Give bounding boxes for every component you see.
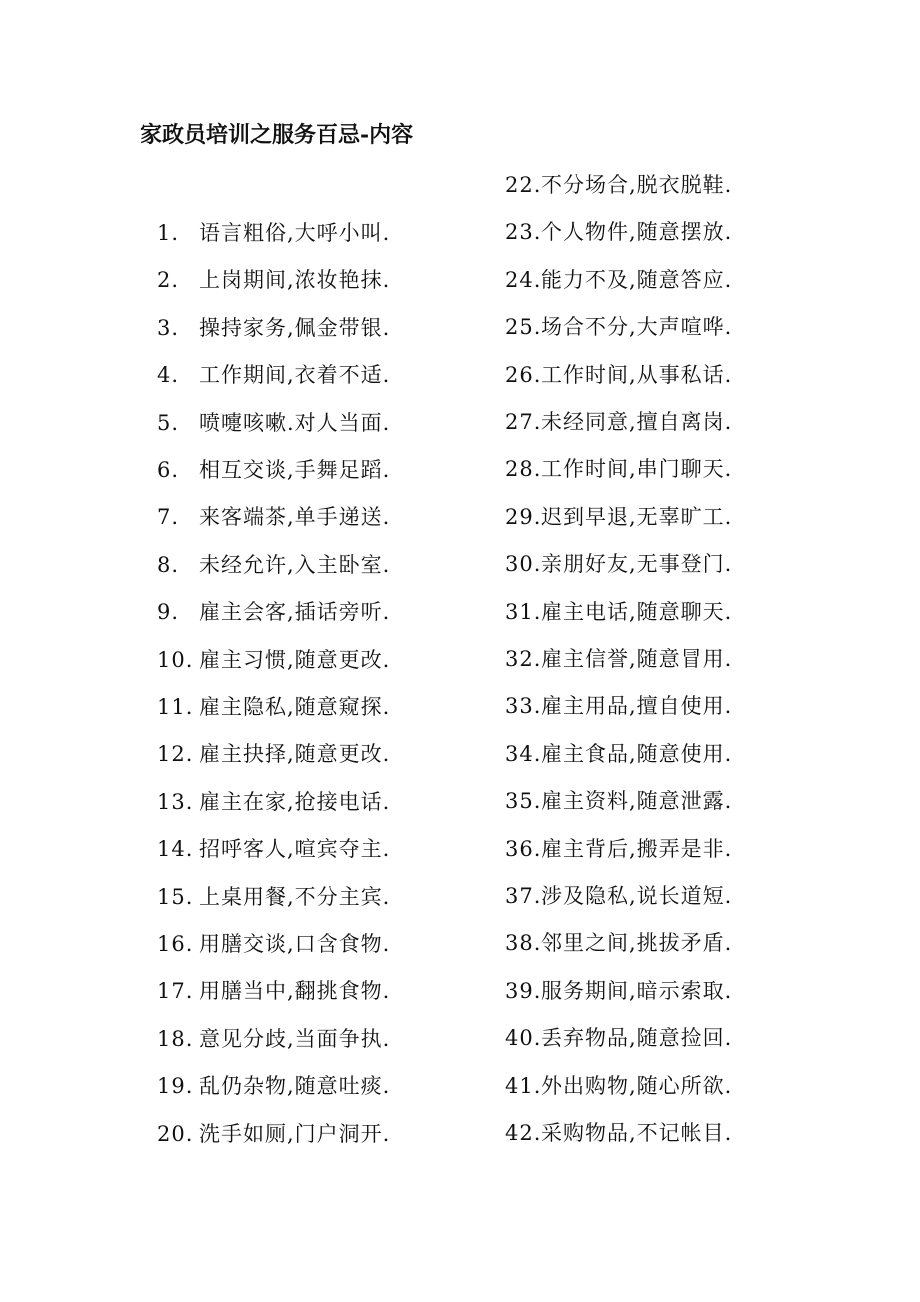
page-title: 家政员培训之服务百忌-内容 — [140, 122, 414, 148]
list-item — [505, 929, 732, 957]
item-text: 雇主电话,随意聊天. — [541, 599, 733, 624]
item-text: 用膳当中,翻挑食物. — [199, 979, 391, 1004]
list-item — [157, 361, 390, 389]
item-number: 1. — [157, 221, 180, 245]
item-text: 喷嚏咳嗽.对人当面. — [199, 410, 391, 435]
list-item — [505, 408, 732, 436]
item-text: 工作时间,从事私话. — [541, 362, 733, 387]
item-text: 相互交谈,手舞足蹈. — [199, 458, 391, 482]
item-number: 40. — [505, 1026, 542, 1051]
item-number: 25. — [505, 315, 542, 340]
list-item — [157, 266, 390, 294]
item-number: 35. — [505, 789, 542, 814]
list-item — [157, 219, 390, 247]
item-number: 41. — [505, 1073, 542, 1098]
list-item — [505, 550, 732, 578]
list-item — [157, 314, 390, 342]
item-number: 5. — [157, 410, 180, 435]
list-item — [157, 930, 390, 958]
list-item — [505, 645, 732, 673]
item-text: 采购物品,不记帐目. — [541, 1121, 733, 1145]
item-number: 14. — [157, 837, 194, 862]
item-text: 能力不及,随意答应. — [541, 267, 733, 292]
list-item — [157, 646, 390, 674]
item-number: 20. — [157, 1121, 194, 1146]
list-item — [505, 266, 732, 294]
item-text: 上岗期间,浓妆艳抹. — [199, 268, 391, 293]
item-text: 个人物件,随意摆放. — [541, 220, 733, 245]
list-item — [505, 455, 732, 483]
list-item — [157, 1120, 390, 1148]
item-text: 雇主信誉,随意冒用. — [541, 647, 733, 671]
item-number: 17. — [157, 979, 194, 1004]
list-item — [505, 503, 732, 531]
list-item — [505, 740, 732, 768]
item-number: 11. — [157, 695, 194, 719]
item-text: 迟到早退,无辜旷工. — [541, 504, 733, 529]
item-number: 23. — [505, 220, 542, 245]
item-number: 4. — [157, 363, 180, 388]
list-item — [505, 361, 732, 389]
list-item — [505, 835, 732, 863]
item-number: 27. — [505, 410, 542, 434]
item-text: 外出购物,随心所欲. — [541, 1073, 733, 1098]
list-item — [505, 598, 732, 626]
item-text: 雇主习惯,随意更改. — [199, 647, 391, 672]
list-item — [505, 218, 732, 246]
item-text: 工作时间,串门聊天. — [541, 457, 733, 482]
item-text: 雇主抉择,随意更改. — [199, 742, 391, 767]
item-text: 涉及隐私,说长道短. — [541, 884, 733, 908]
list-item — [505, 1072, 732, 1100]
item-text: 意见分歧,当面争执. — [199, 1026, 391, 1051]
item-number: 42. — [505, 1121, 542, 1145]
item-number: 24. — [505, 267, 542, 292]
list-item — [505, 171, 732, 199]
item-text: 乱仍杂物,随意吐痰. — [199, 1074, 391, 1099]
item-text: 雇主背后,搬弄是非. — [541, 836, 733, 861]
list-item — [505, 1119, 732, 1147]
item-number: 37. — [505, 884, 542, 908]
list-item — [157, 740, 390, 768]
item-number: 30. — [505, 552, 542, 577]
item-text: 招呼客人,喧宾夺主. — [199, 837, 391, 862]
item-number: 29. — [505, 504, 542, 529]
list-item — [157, 551, 390, 579]
list-item — [505, 692, 732, 720]
item-text: 服务期间,暗示索取. — [541, 978, 733, 1003]
item-text: 未经允许,入主卧室. — [199, 552, 391, 577]
item-number: 33. — [505, 694, 542, 719]
item-number: 15. — [157, 884, 194, 909]
item-text: 邻里之间,挑拔矛盾. — [541, 931, 733, 956]
list-item — [505, 313, 732, 341]
item-number: 22. — [505, 173, 542, 197]
item-text: 雇主在家,抢接电话. — [199, 789, 391, 814]
list-item — [157, 409, 390, 437]
list-item — [157, 883, 390, 911]
list-item — [505, 1024, 732, 1052]
list-item — [505, 882, 732, 910]
item-number: 36. — [505, 836, 542, 861]
item-number: 34. — [505, 741, 542, 766]
item-number: 19. — [157, 1074, 194, 1099]
item-number: 31. — [505, 599, 542, 624]
item-number: 32. — [505, 647, 542, 671]
item-number: 26. — [505, 362, 542, 387]
list-item — [157, 456, 390, 484]
item-text: 雇主会客,插话旁听. — [199, 600, 391, 625]
item-text: 操持家务,佩金带银. — [199, 315, 391, 340]
item-number: 7. — [157, 505, 180, 530]
list-item — [157, 598, 390, 626]
item-number: 38. — [505, 931, 542, 956]
item-number: 10. — [157, 647, 194, 672]
item-text: 雇主用品,擅自使用. — [541, 694, 733, 719]
item-number: 9. — [157, 600, 180, 625]
list-item — [505, 977, 732, 1005]
item-number: 16. — [157, 932, 194, 956]
list-item — [157, 1025, 390, 1053]
item-text: 亲朋好友,无事登门. — [541, 552, 733, 577]
item-number: 13. — [157, 789, 194, 814]
list-item — [157, 835, 390, 863]
item-number: 18. — [157, 1026, 194, 1051]
item-number: 6. — [157, 458, 180, 482]
item-number: 3. — [157, 315, 180, 340]
item-text: 来客端茶,单手递送. — [199, 505, 391, 530]
list-item — [157, 1072, 390, 1100]
item-text: 场合不分,大声喧哗. — [541, 315, 733, 340]
item-text: 上桌用餐,不分主宾. — [199, 884, 391, 909]
item-text: 未经同意,擅自离岗. — [541, 410, 733, 434]
item-text: 雇主资料,随意泄露. — [541, 789, 733, 814]
item-text: 语言粗俗,大呼小叫. — [199, 221, 391, 245]
item-number: 8. — [157, 552, 180, 577]
item-number: 2. — [157, 268, 180, 293]
item-text: 雇主食品,随意使用. — [541, 741, 733, 766]
item-text: 用膳交谈,口含食物. — [199, 932, 391, 956]
item-number: 28. — [505, 457, 542, 482]
list-item — [505, 787, 732, 815]
item-text: 洗手如厕,门户洞开. — [199, 1121, 391, 1146]
item-text: 雇主隐私,随意窥探. — [199, 695, 391, 719]
item-text: 工作期间,衣着不适. — [199, 363, 391, 388]
list-item — [157, 503, 390, 531]
list-item — [157, 788, 390, 816]
list-item — [157, 977, 390, 1005]
item-text: 丢弃物品,随意捡回. — [541, 1026, 733, 1051]
item-number: 39. — [505, 978, 542, 1003]
item-text: 不分场合,脱衣脱鞋. — [541, 173, 733, 197]
list-item — [157, 693, 390, 721]
item-number: 12. — [157, 742, 194, 767]
